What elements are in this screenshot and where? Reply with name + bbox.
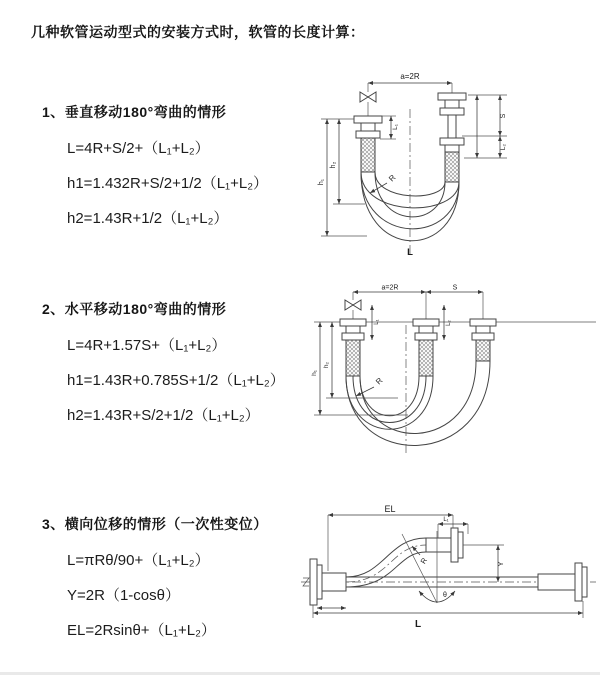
fitting-length-dimensions <box>372 305 452 340</box>
formula-el: EL=2Rsinθ+（L₁+L₂） <box>67 622 216 639</box>
section-vertical-movement <box>42 102 322 242</box>
formula-h1: h1=1.43R+0.785S+1/2（L₁+L₂） <box>67 372 285 389</box>
radius-callout <box>370 173 398 193</box>
valve-icon <box>360 92 376 102</box>
dim-label-el: EL <box>384 504 396 514</box>
valve-icon <box>345 300 361 310</box>
diagram-lateral-displacement <box>298 501 600 651</box>
left-fitting <box>340 319 366 376</box>
dim-label-h1: h₁ <box>311 370 318 376</box>
bottom-l-dimension <box>313 601 583 630</box>
formula-l: L=πRθ/90+（L₁+L₂） <box>67 552 210 569</box>
dim-label-y: Y <box>496 561 505 567</box>
formula-l: L=4R+S/2+（L₁+L₂） <box>67 140 210 157</box>
radius-label: R <box>387 173 398 184</box>
braided-hose-section <box>445 152 459 182</box>
s-curve-hose-displaced <box>346 528 463 587</box>
dim-label-l1: L₁ <box>443 517 449 523</box>
middle-fitting <box>413 319 439 376</box>
dim-label-bottom-l: L <box>407 247 413 258</box>
page-title: 几种软管运动型式的安装方式时，软管的长度计算： <box>31 24 365 40</box>
dim-label-bottom-l: L <box>414 619 422 630</box>
radius-label: R <box>418 556 430 566</box>
dim-label-h1: h₁ <box>318 178 325 186</box>
section-lateral-displacement <box>42 514 322 654</box>
braided-hose-section <box>361 138 375 172</box>
section-3-heading: 3、横向位移的情形（一次性变位） <box>42 516 268 532</box>
braided-hose-section <box>419 340 433 376</box>
formula-l: L=4R+1.57S+（L₁+L₂） <box>67 337 227 354</box>
dim-label-s: S <box>452 284 458 292</box>
dim-label-l1: L₁ <box>392 124 399 130</box>
dim-label-a2r: a=2R <box>381 284 399 292</box>
braided-hose-section <box>346 340 360 376</box>
hose-u-curves <box>346 361 490 445</box>
top-dimensions <box>353 285 483 320</box>
dim-label-h2: h₂ <box>323 361 330 369</box>
angle-label: θ <box>443 592 447 599</box>
formula-h2: h2=1.43R+1/2（L₁+L₂） <box>67 210 229 227</box>
section-1-heading: 1、垂直移动180°弯曲的情形 <box>42 104 227 120</box>
radius-label: R <box>374 376 385 387</box>
diagram-horizontal-180-bend <box>306 283 600 460</box>
braided-hose-section <box>476 340 490 361</box>
y-dimension <box>463 545 505 582</box>
right-fitting <box>470 319 496 361</box>
right-fitting <box>438 93 466 182</box>
right-bottom-flange <box>538 563 587 601</box>
formula-h2: h2=1.43R+S/2+1/2（L₁+L₂） <box>67 407 260 424</box>
formula-h1: h1=1.432R+S/2+1/2（L₁+L₂） <box>67 175 269 192</box>
s-and-l2-dimensions <box>462 95 507 158</box>
diagram-vertical-180-bend <box>307 64 592 264</box>
dim-label-h2: h₂ <box>330 161 337 169</box>
dim-label-l2: L₂ <box>500 143 507 151</box>
left-fitting <box>354 116 382 172</box>
dim-label-s: S <box>500 113 507 119</box>
dim-label-l1: L₁ <box>374 319 380 325</box>
dim-label-a2r: a=2R <box>400 72 420 81</box>
section-2-heading: 2、水平移动180°弯曲的情形 <box>42 301 227 317</box>
section-horizontal-movement <box>42 299 322 439</box>
l1-dimension <box>380 116 399 139</box>
dim-label-l2: L₂ <box>446 320 452 326</box>
formula-y: Y=2R（1-cosθ） <box>67 587 180 604</box>
